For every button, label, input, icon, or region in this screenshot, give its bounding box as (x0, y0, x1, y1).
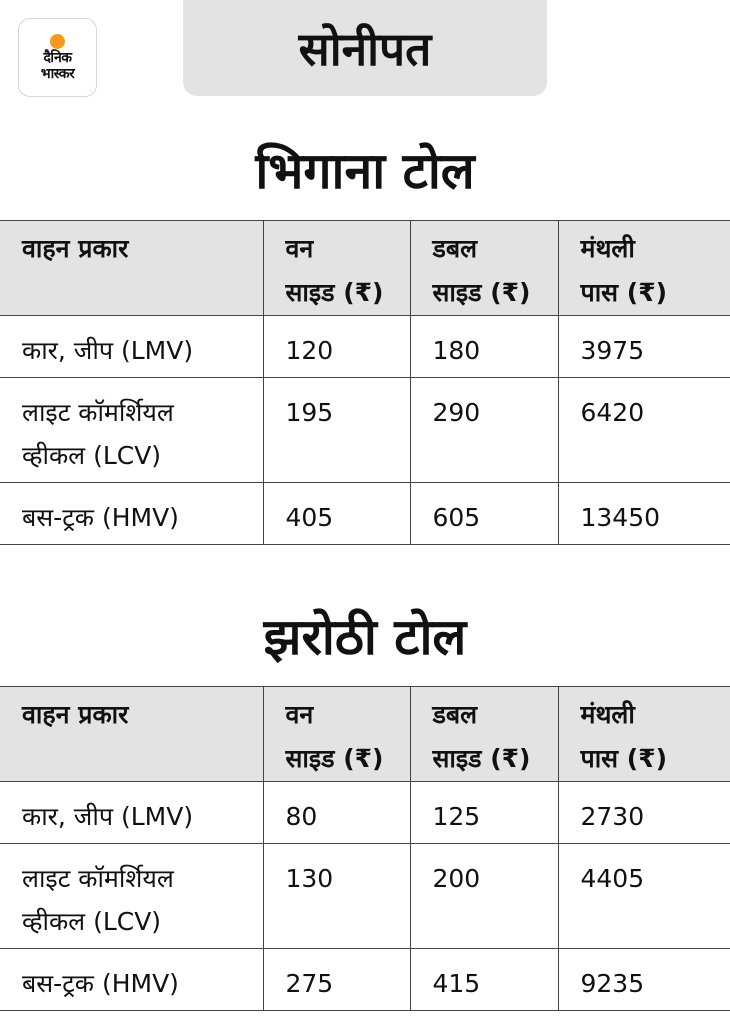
table-row (0, 483, 730, 545)
toll-table-jharothi (0, 686, 730, 1011)
cell-vehicle: बस-ट्रक (HMV) (0, 949, 263, 1011)
table-row (0, 844, 730, 949)
sun-icon (50, 34, 65, 49)
header-double-side: डबल साइड (₹) (410, 221, 558, 316)
header-vehicle-type: वाहन प्रकार (0, 221, 263, 316)
toll-table-bhigana (0, 220, 730, 545)
cell-one-side: 80 (263, 782, 410, 844)
table-row (0, 782, 730, 844)
table-header-row (0, 221, 730, 316)
cell-double-side: 200 (410, 844, 558, 949)
toll-title-bhigana: भिगाना टोल (255, 142, 475, 200)
toll-title-jharothi: झरोठी टोल (263, 608, 467, 666)
table-row (0, 378, 730, 483)
cell-monthly-pass: 2730 (558, 782, 730, 844)
table-row (0, 949, 730, 1011)
cell-monthly-pass: 6420 (558, 378, 730, 483)
cell-one-side: 120 (263, 316, 410, 378)
city-title: सोनीपत (298, 22, 432, 76)
table-header-row (0, 687, 730, 782)
cell-monthly-pass: 4405 (558, 844, 730, 949)
header-one-side: वन साइड (₹) (263, 687, 410, 782)
cell-double-side: 415 (410, 949, 558, 1011)
cell-one-side: 195 (263, 378, 410, 483)
dainik-bhaskar-logo (18, 18, 97, 97)
table-row (0, 316, 730, 378)
cell-vehicle: लाइट कॉमर्शियल व्हीकल (LCV) (0, 844, 263, 949)
cell-double-side: 125 (410, 782, 558, 844)
cell-vehicle: लाइट कॉमर्शियल व्हीकल (LCV) (0, 378, 263, 483)
cell-double-side: 180 (410, 316, 558, 378)
cell-monthly-pass: 9235 (558, 949, 730, 1011)
cell-double-side: 290 (410, 378, 558, 483)
cell-vehicle: कार, जीप (LMV) (0, 782, 263, 844)
city-banner (183, 0, 547, 96)
cell-monthly-pass: 3975 (558, 316, 730, 378)
logo-text-line1: दैनिक (43, 49, 72, 66)
cell-one-side: 130 (263, 844, 410, 949)
logo-text-line2: भास्कर (40, 65, 75, 82)
header-vehicle-type: वाहन प्रकार (0, 687, 263, 782)
cell-one-side: 275 (263, 949, 410, 1011)
cell-vehicle: बस-ट्रक (HMV) (0, 483, 263, 545)
cell-vehicle: कार, जीप (LMV) (0, 316, 263, 378)
header-monthly-pass: मंथली पास (₹) (558, 687, 730, 782)
header-monthly-pass: मंथली पास (₹) (558, 221, 730, 316)
cell-one-side: 405 (263, 483, 410, 545)
cell-monthly-pass: 13450 (558, 483, 730, 545)
header-one-side: वन साइड (₹) (263, 221, 410, 316)
cell-double-side: 605 (410, 483, 558, 545)
header-double-side: डबल साइड (₹) (410, 687, 558, 782)
